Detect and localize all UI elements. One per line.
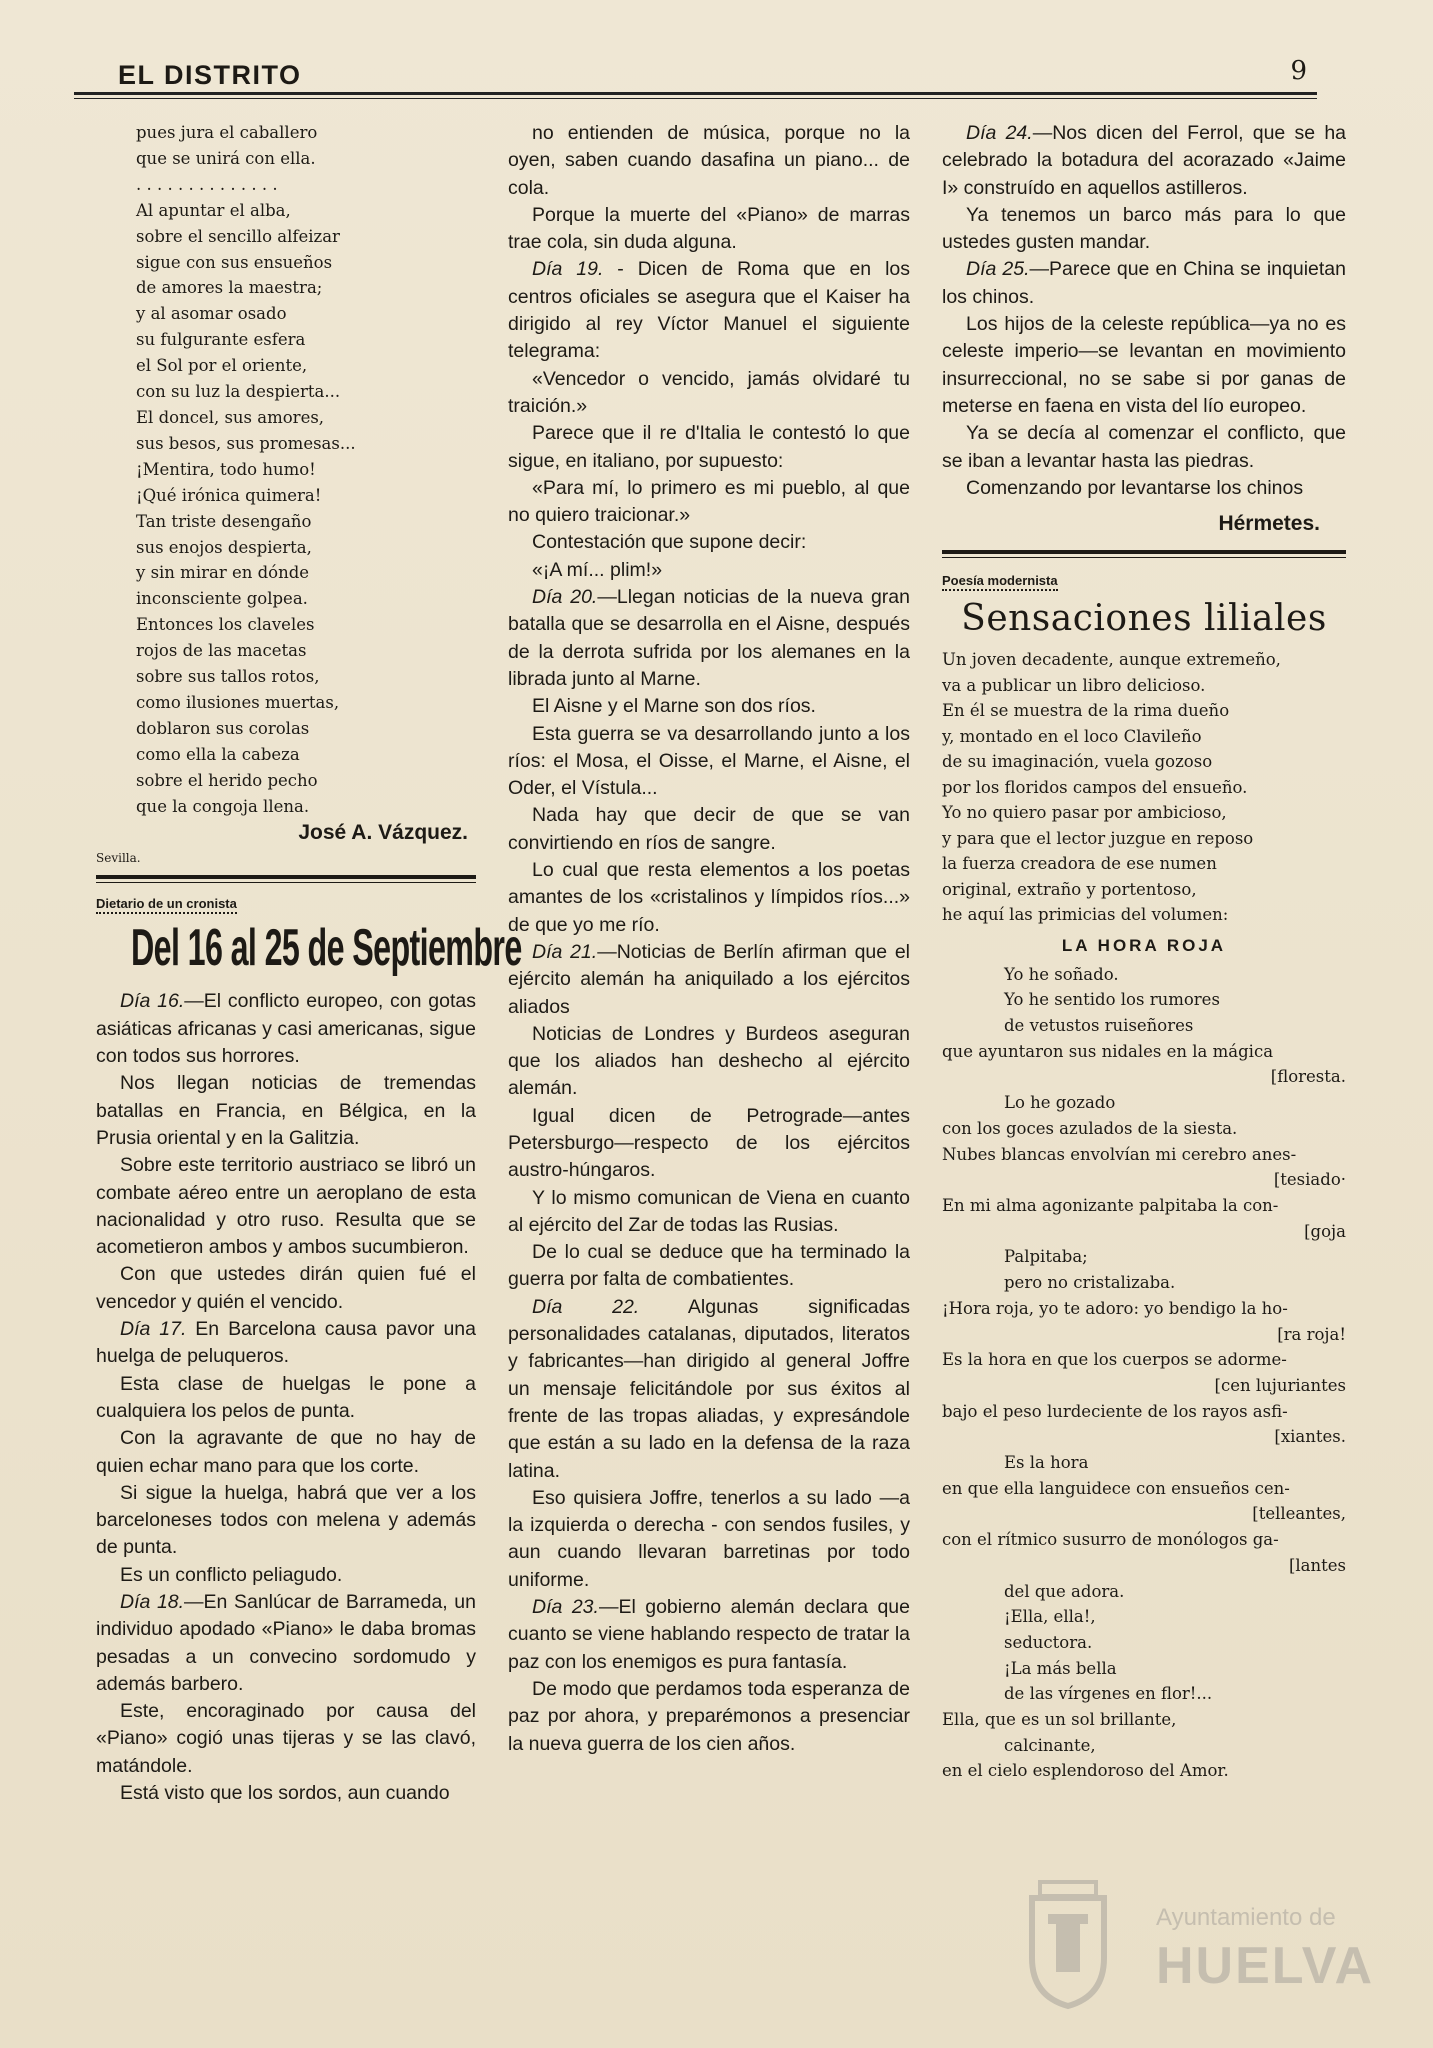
- poem-line: Lo he gozado: [1004, 1093, 1116, 1113]
- poem-line: [xiantes.: [1274, 1427, 1346, 1447]
- poem-line: de vetustos ruiseñores: [1004, 1016, 1194, 1036]
- paragraph: «¡A mí... plim!»: [532, 558, 663, 581]
- poem-line: sobre sus tallos rotos,: [136, 667, 320, 687]
- poem-line: Tan triste desengaño: [136, 511, 312, 531]
- paragraph: «Vencedor o vencido, jamás olvidaré tu traición.»: [508, 367, 910, 417]
- paragraph: Este, encoraginado por causa del «Piano» cogió unas tijeras y se las clavó, matándole.: [96, 1700, 476, 1777]
- poem-line: en el cielo esplendoroso del Amor.: [942, 1761, 1229, 1781]
- poem-line: pero no cristalizaba.: [1004, 1273, 1176, 1293]
- day-label: Día 24.: [966, 122, 1033, 144]
- poem-line: y al asomar osado: [136, 304, 287, 324]
- poem-line: [tesiado·: [1273, 1170, 1346, 1190]
- intro-line: y, montado en el loco Clavileño: [942, 726, 1202, 746]
- day-label: Día 21.: [532, 940, 598, 963]
- paragraph: Día 20.—Llegan noticias de la nueva gran batalla que se desarrolla en el Aisne, después de la derrota sufrida por los alemanes en la librada junto al Marne.: [508, 586, 910, 690]
- watermark: [1010, 1870, 1375, 2020]
- paragraph: Día 21.—Noticias de Berlín afirman que el ejército alemán ha aniquilado a los ejércitos aliados: [508, 940, 911, 1018]
- paragraph: Lo cual que resta elementos a los poetas amantes de los «cristalinos y límpidos ríos...» de que yo me río.: [508, 859, 910, 936]
- poem-title: LA HORA ROJA: [1061, 935, 1227, 955]
- poem-line: [telleantes,: [1252, 1504, 1346, 1524]
- page-header: [74, 52, 1317, 96]
- poem-line: [lantes: [1288, 1555, 1346, 1575]
- poem-line: como ella la cabeza: [136, 744, 300, 764]
- dietario-column-1-text: [96, 988, 476, 1807]
- poem-line: calcinante,: [1004, 1735, 1096, 1755]
- poem-line: Entonces los claveles: [136, 615, 315, 635]
- poem-line: inconsciente golpea.: [136, 589, 308, 609]
- paragraph: Ya se decía al comenzar el conflicto, que se iban a levantar hasta las piedras.: [942, 422, 1346, 472]
- paragraph: Comenzando por levantarse los chinos: [966, 476, 1304, 499]
- paragraph: Día 22. Algunas significadas personalidades catalanas, diputados, literatos y fabricantes—han dirigido al general Joffre un mensaje felicitándole por sus éxitos al frente de las tropas aliadas, y expresándole que están a su lado en la defensa de la raza latina.: [508, 1295, 911, 1482]
- poem-line: doblaron sus corolas: [136, 718, 310, 738]
- poem-line: Ella, que es un sol brillante,: [942, 1710, 1177, 1730]
- poem-line: [floresta.: [1270, 1067, 1346, 1087]
- poem-line: El doncel, sus amores,: [136, 407, 325, 427]
- day-label: Día 17.: [120, 1318, 187, 1341]
- poem-line: que se unirá con ella.: [136, 148, 316, 168]
- poem-line: el Sol por el oriente,: [136, 356, 308, 376]
- paragraph: Es un conflicto peliagudo.: [120, 1563, 343, 1586]
- poem-line: que ayuntaron sus nidales en la mágica: [942, 1041, 1274, 1061]
- paragraph: Parece que il re d'Italia le contestó lo que sigue, en italiano, por supuesto:: [508, 422, 910, 472]
- paragraph: El Aisne y el Marne son dos ríos.: [532, 695, 816, 718]
- poem-line: sobre el sencillo alfeizar: [136, 226, 340, 246]
- intro-line: original, extraño y portentoso,: [942, 879, 1197, 899]
- poem-line: en que ella languidece con ensueños cen-: [942, 1478, 1290, 1498]
- poem-place: Sevilla.: [96, 851, 141, 866]
- paragraph: Día 24.—Nos dicen del Ferrol, que se ha celebrado la botadura del acorazado «Jaime I» construído en aquellos astilleros.: [942, 122, 1347, 199]
- intro-line: Yo no quiero pasar por ambicioso,: [942, 803, 1227, 823]
- paragraph: Día 17. En Barcelona causa pavor una huelga de peluqueros.: [96, 1318, 476, 1368]
- section-rule-2: [942, 550, 1346, 554]
- intro-line: he aquí las primicias del volumen:: [942, 905, 1229, 925]
- poem-line: con el rítmico susurro de monólogos ga-: [942, 1530, 1279, 1550]
- day-label: Día 22.: [532, 1295, 640, 1318]
- poem-line: Al apuntar el alba,: [136, 200, 291, 220]
- paragraph: Esta clase de huelgas le pone a cualquiera los pelos de punta.: [96, 1372, 476, 1422]
- paragraph: Igual dicen de Petrograde—antes Petersburgo—respecto de los ejércitos austro-húngaros.: [508, 1104, 910, 1182]
- poem-line: Es la hora: [1004, 1453, 1089, 1473]
- poem-line: Yo he sentido los rumores: [1004, 990, 1220, 1010]
- poem-line: ¡Hora roja, yo te adoro: yo bendigo la ho-: [942, 1298, 1288, 1318]
- intro-line: la fuerza creadora de ese numen: [942, 854, 1217, 874]
- header-rule-thin: [74, 98, 1317, 99]
- paragraph: Con que ustedes dirán quien fué el vencedor y quién el vencido.: [96, 1263, 476, 1313]
- paragraph: Día 23.—El gobierno alemán declara que cuanto se viene hablando respecto de tratar la paz con los enemigos es pura fantasía.: [508, 1596, 911, 1673]
- hora-roja-poem: [942, 962, 1346, 1785]
- paragraph: Día 18.—En Sanlúcar de Barrameda, un individuo apodado «Piano» le daba bromas pesadas a un convecino sordomudo y además barbero.: [96, 1591, 476, 1695]
- poem-line: de amores la maestra;: [136, 278, 323, 298]
- poem-line: ¡Ella, ella!,: [1004, 1607, 1096, 1627]
- dietario-author: Hérmetes.: [1218, 512, 1320, 536]
- paragraph: Está visto que los sordos, aun cuando: [120, 1782, 450, 1805]
- section-rule-thin: [96, 882, 476, 883]
- paragraph: Sobre este territorio austriaco se libró un combate aéreo entre un aeroplano de esta nacionalidad y otro ruso. Resulta que se acometieron ambos y ambos sucumbieron.: [96, 1154, 476, 1259]
- paragraph: Ya tenemos un barco más para lo que ustedes gusten mandar.: [942, 203, 1346, 254]
- column-2: [508, 120, 910, 1758]
- poem-line: sigue con sus ensueños: [136, 252, 333, 272]
- poem-line: que la congoja llena.: [136, 796, 310, 816]
- dietario-column-3-text: [942, 120, 1346, 502]
- poem-line: de las vírgenes en flor!...: [1004, 1684, 1213, 1704]
- coat-of-arms-icon: [1022, 1878, 1114, 2010]
- paragraph: Porque la muerte del «Piano» de marras trae cola, sin duda alguna.: [508, 203, 910, 254]
- intro-line: y para que el lector juzgue en reposo: [942, 828, 1254, 848]
- paragraph: Si sigue la huelga, habrá que ver a los barceloneses todos con melena y además de punta.: [96, 1481, 476, 1559]
- paragraph: Nada hay que decir de que se van convirtiendo en ríos de sangre.: [508, 804, 910, 854]
- intro-line: Un joven decadente, aunque extremeño,: [942, 650, 1281, 670]
- newspaper-title: EL DISTRITO: [118, 60, 302, 90]
- section-rule: [96, 875, 476, 879]
- paragraph: «Para mí, lo primero es mi pueblo, al que no quiero traicionar.»: [508, 476, 910, 527]
- poem-line: [ra roja!: [1277, 1324, 1346, 1344]
- poem-line: sobre el herido pecho: [136, 770, 318, 790]
- poem-line: Yo he soñado.: [1004, 964, 1119, 984]
- paragraph: no entienden de música, porque no la oyen, saben cuando dasafina un piano... de cola.: [508, 122, 910, 199]
- watermark-line1: Ayuntamiento de: [1156, 1904, 1336, 1931]
- poem-line: con su luz la despierta...: [136, 382, 341, 402]
- day-label: Día 25.: [966, 258, 1030, 281]
- day-label: Día 20.: [532, 586, 598, 609]
- intro-line: va a publicar un libro delicioso.: [942, 675, 1206, 695]
- paragraph: Los hijos de la celeste república—ya no es celeste imperio—se levantan en movimiento insurreccional, no se sabe si por ganas de meterse en faena en vista del lío europeo.: [942, 313, 1346, 417]
- poem-line: Es la hora en que los cuerpos se adorme-: [942, 1350, 1287, 1370]
- poem-line: ¡La más bella: [1004, 1658, 1117, 1678]
- column-1: [96, 120, 522, 1807]
- intro-line: de su imaginación, vuela gozoso: [942, 752, 1213, 772]
- poem-line: ¡Mentira, todo humo!: [136, 459, 316, 479]
- paragraph: Día 25.—Parece que en China se inquietan los chinos.: [942, 258, 1347, 308]
- poem-line: su fulgurante esfera: [136, 330, 306, 350]
- paragraph: Día 16.—El conflicto europeo, con gotas asiáticas africanas y casi americanas, sigue con todos sus horrores.: [96, 990, 476, 1068]
- modernista-section-label: Poesía modernista: [942, 573, 1058, 591]
- poem-line: como ilusiones muertas,: [136, 692, 340, 712]
- page-number: 9: [1290, 56, 1307, 86]
- poem-line: con los goces azulados de la siesta.: [942, 1118, 1238, 1138]
- day-label: Día 18.: [120, 1591, 185, 1613]
- dietario-headline: Del 16 al 25 de Septiembre: [131, 919, 522, 978]
- poem-line: y sin mirar en dónde: [136, 563, 310, 583]
- column-3: [942, 120, 1346, 1784]
- modernista-headline: Sensaciones liliales: [961, 598, 1327, 640]
- poem-line: bajo el peso lurdeciente de los rayos asfi-: [942, 1401, 1288, 1421]
- paragraph: Noticias de Londres y Burdeos aseguran que los aliados han deshecho al ejército alemán.: [508, 1022, 910, 1100]
- watermark-line2: HUELVA: [1156, 1937, 1375, 1995]
- intro-line: por los floridos campos del ensueño.: [942, 777, 1248, 797]
- poem-line: del que adora.: [1004, 1581, 1125, 1601]
- modernista-intro: [942, 647, 1346, 928]
- day-label: Día 19.: [532, 258, 604, 281]
- paragraph: Eso quisiera Joffre, tenerlos a su lado —a la izquierda o derecha - con sendos fusiles, y aun cuando llevaran barretinas por todo uniforme.: [508, 1486, 910, 1591]
- intro-line: En él se muestra de la rima dueño: [942, 701, 1230, 721]
- poem-end: [96, 120, 476, 819]
- poem-line: sus besos, sus promesas...: [136, 433, 356, 453]
- paragraph: De modo que perdamos toda esperanza de paz por ahora, y preparémonos a presenciar la nueva guerra de los cien años.: [508, 1677, 910, 1755]
- paragraph: Y lo mismo comunican de Viena en cuanto al ejército del Zar de todas las Rusias.: [508, 1186, 910, 1236]
- paragraph: De lo cual se deduce que ha terminado la guerra por falta de combatientes.: [508, 1241, 910, 1291]
- paragraph: Nos llegan noticias de tremendas batallas en Francia, en Bélgica, en la Prusia oriental y en la Galitzia.: [96, 1072, 476, 1149]
- poem-line: [cen lujuriantes: [1214, 1375, 1346, 1395]
- poem-line: rojos de las macetas: [136, 641, 307, 661]
- paragraph: Con la agravante de que no hay de quien echar mano para que los corte.: [96, 1427, 476, 1477]
- poem-line: [goja: [1304, 1221, 1346, 1241]
- poem-line: sus enojos despierta,: [136, 537, 312, 557]
- poem-line: En mi alma agonizante palpitaba la con-: [942, 1195, 1279, 1215]
- poem-line: Nubes blancas envolvían mi cerebro anes-: [942, 1144, 1297, 1164]
- poem-line: seductora.: [1004, 1632, 1093, 1652]
- poem-line: ¡Qué irónica quimera!: [136, 485, 322, 505]
- poem-line: pues jura el caballero: [136, 123, 318, 142]
- paragraph: Día 19. - Dicen de Roma que en los centros oficiales se asegura que el Kaiser ha dirigido al rey Víctor Manuel el siguiente telegrama:: [508, 258, 910, 363]
- dietario-section-label: Dietario de un cronista: [96, 896, 237, 914]
- poem-author: José A. Vázquez.: [298, 821, 468, 845]
- header-rule: [74, 92, 1317, 95]
- poem-line: Palpitaba;: [1004, 1247, 1088, 1267]
- dietario-column-2-text: [508, 120, 910, 1758]
- poem-line: . . . . . . . . . . . . . .: [136, 174, 278, 194]
- section-rule-2-thin: [942, 557, 1346, 558]
- day-label: Día 16.: [120, 990, 185, 1013]
- paragraph: Contestación que supone decir:: [532, 531, 807, 554]
- paragraph: Esta guerra se va desarrollando junto a los ríos: el Mosa, el Oisse, el Marne, el Aisne, el Oder, el Vístula...: [508, 722, 910, 800]
- day-label: Día 23.: [532, 1596, 599, 1619]
